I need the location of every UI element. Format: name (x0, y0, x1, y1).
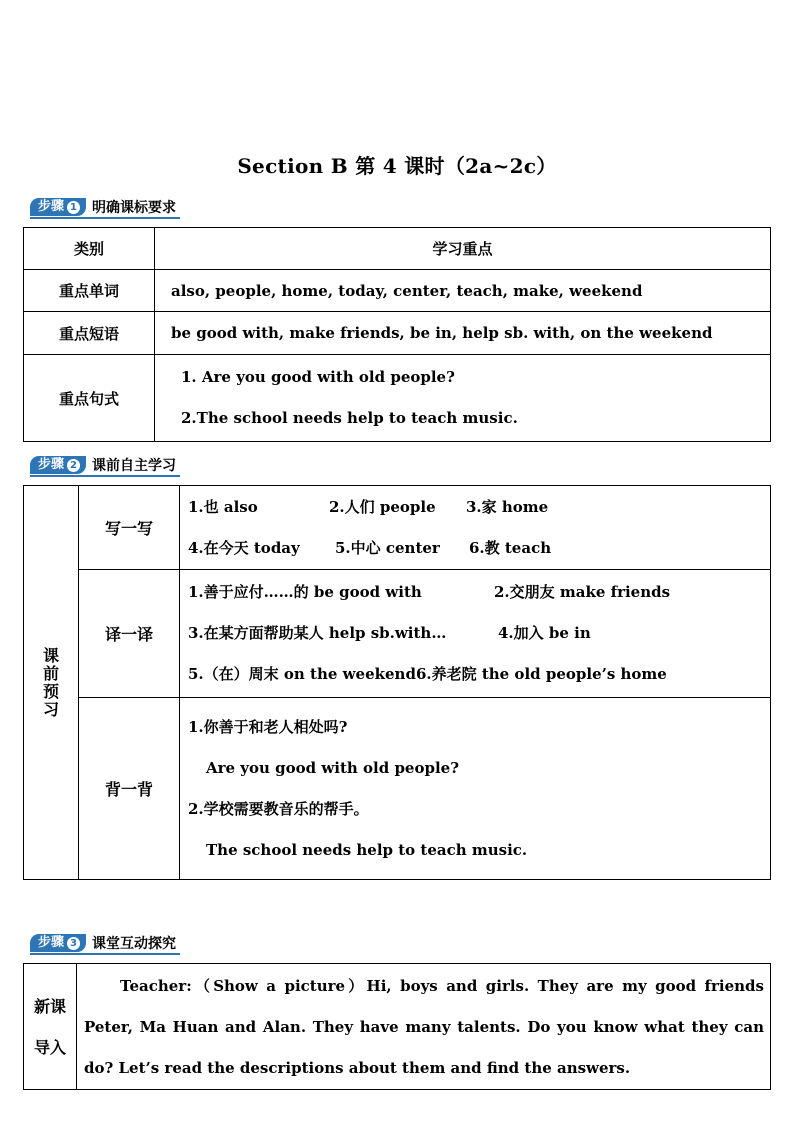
phrase-item: 1.善于应付……的 be good with (188, 583, 422, 601)
step-3-heading (30, 933, 180, 955)
header-category: 类别 (24, 228, 155, 270)
write-label: 写一写 (79, 486, 180, 570)
recite-label: 背一背 (79, 698, 180, 880)
list-item (188, 487, 770, 528)
recite-content (180, 698, 771, 880)
phrase-item: 3.在某方面帮助某人 help sb.with… (188, 624, 447, 642)
translate-content (180, 570, 771, 698)
word-item: 2.人们 people (329, 497, 436, 516)
step-2-badge (30, 456, 86, 474)
intro-label (24, 964, 77, 1090)
table-header-row (24, 228, 771, 270)
intro-label-line: 导入 (33, 1037, 66, 1057)
phrase-item: 2.交朋友 make friends (494, 583, 671, 601)
row-label: 重点短语 (24, 312, 155, 355)
table-row (24, 570, 771, 698)
table-row (24, 698, 771, 880)
row-value: also, people, home, today, center, teach, make, weekend (155, 270, 771, 312)
table-row (24, 270, 771, 312)
list-item (188, 528, 770, 569)
step-badge-label: 步骤 (38, 457, 65, 472)
word-item: 1.也 also (188, 497, 258, 516)
step-1-title: 明确课标要求 (92, 200, 177, 216)
write-content (180, 486, 771, 570)
step-number: 2 (67, 459, 80, 472)
row-value (155, 355, 771, 442)
row-label: 重点单词 (24, 270, 155, 312)
word-item: 4.在今天 today (188, 538, 300, 557)
phrase-item: 6.养老院 the old people’s home (415, 665, 667, 683)
table-row (24, 964, 771, 1090)
intro-label-line: 新课 (33, 996, 66, 1016)
step-3-title: 课堂互动探究 (92, 936, 177, 952)
sentence-2: 2.The school needs help to teach music. (181, 409, 518, 427)
curriculum-requirements-table (23, 227, 771, 442)
word-item: 6.教 teach (469, 538, 552, 557)
step-3-badge (30, 934, 86, 952)
preview-side-label (24, 486, 79, 880)
vertical-label (24, 647, 78, 719)
preview-table (23, 485, 771, 880)
list-item (188, 654, 770, 695)
list-item: 2.学校需要教音乐的帮手。 (188, 799, 369, 818)
list-item: The school needs help to teach music. (206, 840, 528, 859)
vertical-label-char: 习 (42, 699, 59, 719)
step-badge-label: 步骤 (38, 935, 65, 950)
phrase-item: 5.（在）周末 on the weekend (188, 665, 416, 683)
header-focus: 学习重点 (155, 228, 771, 270)
step-1-heading (30, 197, 180, 219)
step-2-heading (30, 455, 180, 477)
list-item (188, 613, 770, 654)
translate-label: 译一译 (79, 570, 180, 698)
step-1-badge (30, 198, 86, 216)
vertical-label-char: 课 (42, 645, 59, 665)
vertical-label-char: 前 (42, 663, 59, 683)
word-item: 5.中心 center (335, 538, 440, 557)
phrase-item: 4.加入 be in (498, 624, 591, 642)
table-row (24, 486, 771, 570)
list-item: Are you good with old people? (206, 758, 460, 777)
row-value: be good with, make friends, be in, help sb. with, on the weekend (155, 312, 771, 355)
word-item: 3.家 home (466, 497, 549, 516)
intro-paragraph: Teacher:（Show a picture）Hi, boys and girls. They are my good friends Peter, Ma Huan and Alan. They have many talents. Do you know what they can do? Let’s read the descriptions about them and find the answers. (84, 977, 764, 1077)
table-row (24, 355, 771, 442)
intro-text (77, 964, 771, 1090)
vertical-label-char: 预 (42, 681, 59, 701)
page-title: Section B 第 4 课时（2a~2c） (237, 154, 557, 178)
row-label: 重点句式 (24, 355, 155, 442)
lesson-intro-table (23, 963, 771, 1090)
step-number: 1 (67, 201, 80, 214)
step-badge-label: 步骤 (38, 199, 65, 214)
step-number: 3 (67, 937, 80, 950)
list-item: 1.你善于和老人相处吗? (188, 717, 348, 736)
list-item (188, 572, 770, 613)
sentence-1: 1. Are you good with old people? (181, 368, 455, 386)
table-row (24, 312, 771, 355)
step-2-title: 课前自主学习 (92, 458, 177, 474)
